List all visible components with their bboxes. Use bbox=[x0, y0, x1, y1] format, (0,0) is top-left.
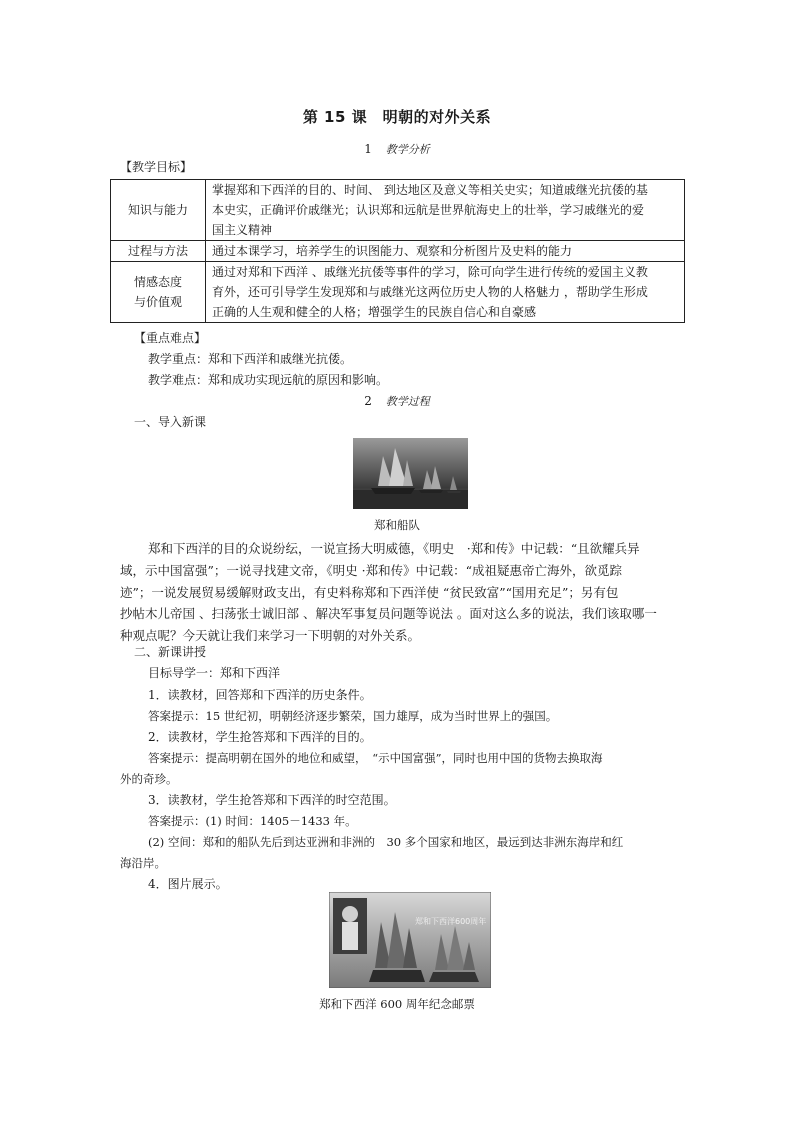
question-1: 1．读教材，回答郑和下西洋的历史条件。 bbox=[148, 688, 372, 702]
content-line: 国主义精神 bbox=[212, 223, 273, 237]
answer-2-line: 答案提示：提高明朝在国外的地位和威望， “示中国富强”，同时也用中国的货物去换取海 bbox=[148, 751, 603, 765]
row-label-line: 与价值观 bbox=[133, 295, 182, 309]
teaching-goals-table bbox=[110, 179, 685, 323]
fleet-photo-caption: 郑和船队 bbox=[374, 518, 420, 532]
section-number: 2 bbox=[364, 394, 372, 408]
row-content bbox=[206, 180, 685, 241]
difficulty-line: 教学难点：郑和成功实现远航的原因和影响。 bbox=[148, 373, 389, 387]
content-line: 通过本课学习，培养学生的识图能力、观察和分析图片及史料的能力 bbox=[212, 244, 573, 258]
intro-paragraph bbox=[148, 538, 688, 560]
row-label: 过程与方法 bbox=[111, 241, 206, 262]
question-4: 4．图片展示。 bbox=[148, 877, 228, 891]
row-label-line: 情感态度 bbox=[133, 275, 182, 289]
content-line: 掌握郑和下西洋的目的、时间、 到达地区及意义等相关史实；知道戚继光抗倭的基 bbox=[212, 183, 648, 197]
answer-3-space-line: (2) 空间：郑和的船队先后到达亚洲和非洲的 30 多个国家和地区，最远到达非洲东海岸和红 bbox=[148, 835, 624, 849]
lesson-heading: 二、新课讲授 bbox=[134, 645, 207, 659]
section-label: 教学过程 bbox=[385, 395, 430, 408]
answer-2-line: 外的奇珍。 bbox=[120, 772, 178, 786]
keypoints-heading: 【重点难点】 bbox=[134, 331, 207, 345]
commemorative-stamp-image bbox=[329, 892, 491, 988]
page-title: 第 15 课 明朝的对外关系 bbox=[302, 108, 492, 126]
paragraph-line: 抄帖木儿帝国 、扫荡张士诚旧部 、解决军事复员问题等说法 。面对这么多的说法，我们该取哪一 bbox=[120, 606, 657, 621]
fleet-photo bbox=[353, 438, 468, 509]
answer-1: 答案提示：15 世纪初，明朝经济逐步繁荣，国力雄厚，成为当时世界上的强国。 bbox=[148, 709, 558, 723]
table-row bbox=[111, 262, 685, 323]
focus-line: 教学重点：郑和下西洋和戚继光抗倭。 bbox=[148, 352, 353, 366]
row-content bbox=[206, 241, 685, 262]
question-3: 3．读教材，学生抢答郑和下西洋的时空范围。 bbox=[148, 793, 396, 807]
content-line: 本史实，正确评价戚继光；认识郑和远航是世界航海史上的壮举，学习戚继光的爱 bbox=[212, 203, 645, 217]
question-2: 2．读教材，学生抢答郑和下西洋的目的。 bbox=[148, 730, 372, 744]
intro-paragraph-cont bbox=[120, 560, 690, 646]
section-analysis-heading bbox=[0, 141, 794, 157]
answer-3-space-line: 海沿岸。 bbox=[120, 856, 166, 870]
intro-heading: 一、导入新课 bbox=[134, 415, 207, 429]
paragraph-line: 种观点呢？今天就让我们来学习一下明朝的对外关系。 bbox=[120, 627, 421, 643]
table-row bbox=[111, 180, 685, 241]
section-process-heading bbox=[0, 393, 794, 409]
row-label bbox=[111, 262, 206, 323]
row-content bbox=[206, 262, 685, 323]
content-line: 正确的人生观和健全的人格；增强学生的民族自信心和自豪感 bbox=[212, 305, 537, 319]
section-label: 教学分析 bbox=[385, 143, 430, 156]
goals-heading: 【教学目标】 bbox=[120, 160, 193, 174]
row-label: 知识与能力 bbox=[111, 180, 206, 241]
paragraph-line: 迹”；一说发展贸易缓解财政支出，有史料称郑和下西洋使 “贫民致富”“国用充足”；另有包 bbox=[120, 584, 619, 600]
stamp-caption: 郑和下西洋 600 周年纪念邮票 bbox=[319, 997, 475, 1011]
stamp-inscription: 郑和下西洋600周年 bbox=[415, 917, 487, 926]
lesson-target: 目标导学一：郑和下西洋 bbox=[148, 666, 281, 680]
table-row bbox=[111, 241, 685, 262]
content-line: 育外，还可引导学生发现郑和与戚继光这两位历史人物的人格魅力 ，帮助学生形成 bbox=[212, 285, 648, 299]
content-line: 通过对郑和下西洋 、戚继光抗倭等事件的学习，除可向学生进行传统的爱国主义教 bbox=[212, 265, 648, 279]
answer-3-time: 答案提示：(1) 时间：1405－1433 年。 bbox=[148, 814, 357, 828]
section-number: 1 bbox=[364, 142, 372, 156]
paragraph-line: 郑和下西洋的目的众说纷纭，一说宣扬大明威德，《明史 ·郑和传》中记载：“且欲耀兵异 bbox=[148, 541, 640, 556]
paragraph-line: 域，示中国富强”；一说寻找建文帝，《明史 ·郑和传》中记载：“成祖疑惠帝亡海外，欲觅踪 bbox=[120, 563, 622, 578]
